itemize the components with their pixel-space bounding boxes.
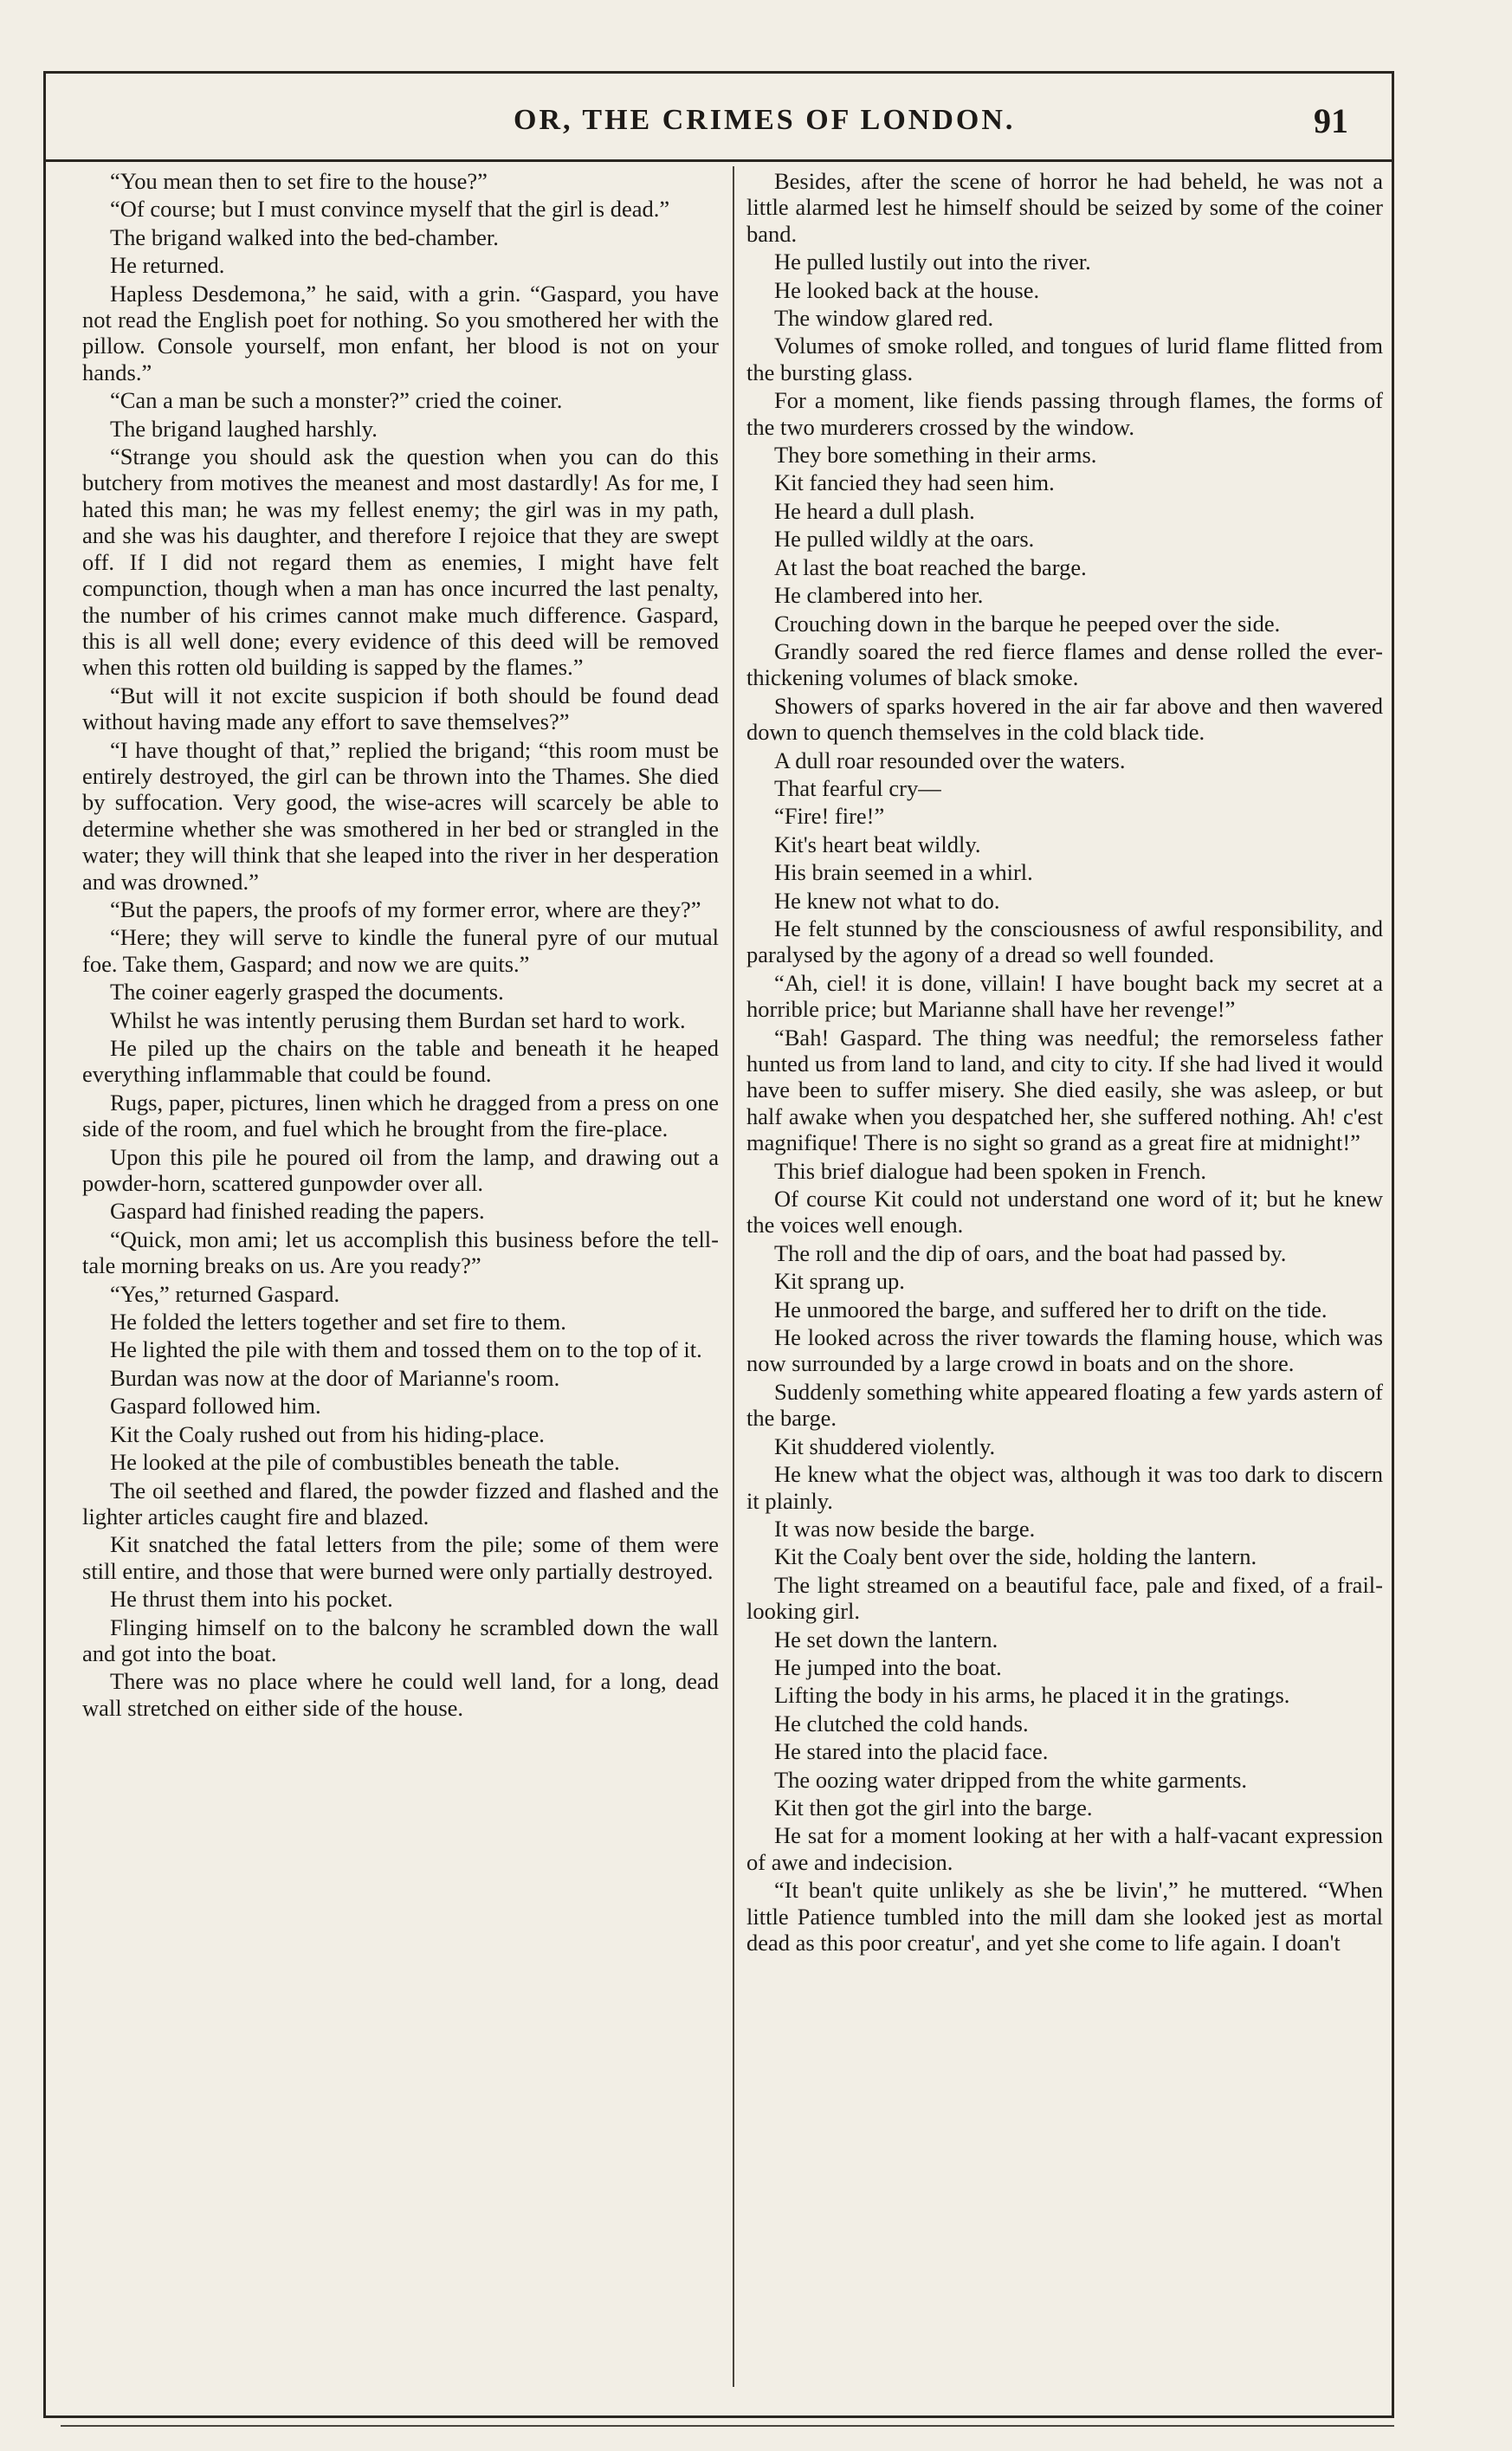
paragraph: He jumped into the boat.: [774, 1653, 1002, 1680]
paragraph: “It bean't quite unlikely as she be livin',” he muttered. “When little Patience tumbled into the mill dam she looked jest as mortal dead as this poor creatur', and yet she come to life again. I doan't: [746, 1877, 1383, 1956]
paragraph: “Of course; but I must convince myself that the girl is dead.”: [110, 196, 670, 223]
paragraph: He returned.: [110, 252, 225, 279]
paragraph: The coiner eagerly grasped the documents.: [110, 979, 504, 1006]
paragraph: “Strange you should ask the question when you can do this butchery from motives the meanest and most dastardly! As for me, I hated this man; he was my fellest enemy; the girl was in my path, and she was his daughter, and therefore I rejoice that they are swept off. If I did not regard them as enemies, I might have felt compunction, though when a man has once incurred the last penalty, the number of his crimes cannot make much difference. Gaspard, this is all well done; every evidence of this deed will be removed when this rotten old building is sapped by the flames.”: [82, 443, 719, 681]
left-column: [82, 168, 719, 2385]
paragraph: Gaspard followed him.: [110, 1393, 321, 1420]
paragraph: Hapless Desdemona,” he said, with a grin. “Gaspard, you have not read the English poet for nothing. So you smothered her with the pillow. Console yourself, mon enfant, her blood is not on your hands.”: [82, 280, 719, 385]
paragraph: Flinging himself on to the balcony he scrambled down the wall and got into the boat.: [82, 1614, 719, 1666]
paragraph: Besides, after the scene of horror he had beheld, he was not a little alarmed lest he himself should be seized by some of the coiner band.: [746, 168, 1383, 247]
paragraph: He looked back at the house.: [774, 276, 1040, 303]
paragraph: Rugs, paper, pictures, linen which he dragged from a press on one side of the room, and fuel which he brought from the fire-place.: [82, 1089, 719, 1142]
paragraph: Kit the Coaly rushed out from his hiding-place.: [110, 1420, 545, 1447]
paragraph: He pulled lustily out into the river.: [774, 249, 1091, 275]
paragraph: He set down the lantern.: [774, 1626, 998, 1652]
paragraph: “You mean then to set fire to the house?”: [110, 168, 488, 194]
paragraph: That fearful cry—: [774, 774, 941, 801]
paragraph: “But the papers, the proofs of my former error, where are they?”: [110, 896, 701, 922]
paragraph: “Can a man be such a monster?” cried the coiner.: [110, 387, 563, 414]
paragraph: Kit snatched the fatal letters from the pile; some of them were still entire, and those that were burned were only partially destroyed.: [82, 1531, 719, 1584]
paragraph: Of course Kit could not understand one word of it; but he knew the voices well enough.: [746, 1186, 1383, 1238]
paragraph: Kit then got the girl into the barge.: [774, 1794, 1093, 1820]
paragraph: Gaspard had finished reading the papers.: [110, 1198, 485, 1225]
paragraph: He stared into the placid face.: [774, 1738, 1049, 1765]
paragraph: He piled up the chairs on the table and beneath it he heaped everything inflammable that could be found.: [82, 1035, 719, 1088]
right-column: [746, 168, 1383, 2385]
paragraph: His brain seemed in a whirl.: [774, 859, 1033, 886]
running-head: OR, THE CRIMES OF LONDON.: [514, 104, 1016, 136]
paragraph: The brigand walked into the bed-chamber.: [110, 223, 499, 250]
paragraph: Suddenly something white appeared floating a few yards astern of the barge.: [746, 1378, 1383, 1432]
paragraph: “Fire! fire!”: [774, 803, 885, 830]
paragraph: Crouching down in the barque he peeped over the side.: [774, 610, 1281, 637]
paragraph: He unmoored the barge, and suffered her to drift on the tide.: [774, 1296, 1328, 1323]
paragraph: Kit sprang up.: [774, 1268, 905, 1295]
paragraph: The oozing water dripped from the white garments.: [774, 1766, 1248, 1793]
paragraph: This brief dialogue had been spoken in French.: [774, 1157, 1206, 1184]
paragraph: “I have thought of that,” replied the brigand; “this room must be entirely destroyed, the girl can be thrown into the Thames. She died by suffocation. Very good, the wise-acres will scarcely be able to determine whether she was smothered in her bed or strangled in the water; they will think that she leaped into the river in her desperation and was drowned.”: [82, 736, 719, 895]
paragraph: Volumes of smoke rolled, and tongues of lurid flame flitted from the bursting glass.: [746, 333, 1383, 385]
header-rule: [46, 159, 1392, 162]
paragraph: He heard a dull plash.: [774, 497, 975, 524]
paragraph: “Yes,” returned Gaspard.: [110, 1280, 340, 1307]
paragraph: “Bah! Gaspard. The thing was needful; the remorseless father hunted us from land to land, and city to city. If she had lived it would have been to suffer misery. She died easily, she was asleep, or but half awake when you despatched her, she suffered nothing. Ah! c'est magnifique! There is no sight so grand as a great fire at midnight!”: [746, 1024, 1383, 1156]
paragraph: He folded the letters together and set fire to them.: [110, 1309, 566, 1335]
paragraph: “Here; they will serve to kindle the funeral pyre of our mutual foe. Take them, Gaspard; and now we are quits.”: [82, 924, 719, 977]
paragraph: The roll and the dip of oars, and the boat had passed by.: [774, 1239, 1287, 1266]
paragraph: The light streamed on a beautiful face, pale and fixed, of a frail-looking girl.: [746, 1571, 1383, 1625]
paragraph: He knew not what to do.: [774, 887, 1000, 914]
paragraph: “Ah, ciel! it is done, villain! I have bought back my secret at a horrible price; but Marianne shall have her revenge!”: [746, 969, 1383, 1023]
paragraph: He clutched the cold hands.: [774, 1710, 1029, 1736]
paragraph: There was no place where he could well land, for a long, dead wall stretched on either side of the house.: [82, 1668, 719, 1721]
paragraph: He lighted the pile with them and tossed them on to the top of it.: [110, 1336, 702, 1363]
paragraph: The oil seethed and flared, the powder fizzed and flashed and the lighter articles caught fire and blazed.: [82, 1477, 719, 1529]
paragraph: “Quick, mon ami; let us accomplish this business before the tell-tale morning breaks on us. Are you ready?”: [82, 1226, 719, 1279]
paragraph: He looked at the pile of combustibles beneath the table.: [110, 1449, 620, 1476]
paragraph: Whilst he was intently perusing them Burdan set hard to work.: [110, 1006, 686, 1033]
paragraph: Kit the Coaly bent over the side, holding the lantern.: [774, 1543, 1257, 1570]
bottom-rule: [61, 2425, 1394, 2427]
paragraph: He pulled wildly at the oars.: [774, 526, 1035, 553]
paragraph: Kit fancied they had seen him.: [774, 469, 1055, 496]
column-divider: [733, 166, 734, 2387]
paragraph: They bore something in their arms.: [774, 442, 1097, 469]
paragraph: He clambered into her.: [774, 582, 984, 609]
paragraph: Upon this pile he poured oil from the lamp, and drawing out a powder-horn, scattered gunpowder over all.: [82, 1143, 719, 1197]
paragraph: Kit shuddered violently.: [774, 1432, 996, 1459]
paragraph: Burdan was now at the door of Marianne's room.: [110, 1364, 560, 1391]
paragraph: Showers of sparks hovered in the air far above and then wavered down to quench themselves in the cold black tide.: [746, 692, 1383, 746]
paragraph: He felt stunned by the consciousness of awful responsibility, and paralysed by the agony of a dread so well founded.: [746, 915, 1383, 968]
page-header: [46, 87, 1392, 147]
paragraph: Lifting the body in his arms, he placed it in the gratings.: [774, 1682, 1290, 1709]
page-number: 91: [1314, 101, 1348, 140]
paragraph: He looked across the river towards the flaming house, which was now surrounded by a large crowd in boats and on the shore.: [746, 1324, 1383, 1377]
paragraph: At last the boat reached the barge.: [774, 553, 1087, 580]
paragraph: Kit's heart beat wildly.: [774, 831, 981, 857]
paragraph: Grandly soared the red fierce flames and dense rolled the ever-thickening volumes of black smoke.: [746, 637, 1383, 691]
paragraph: “But will it not excite suspicion if both should be found dead without having made any effort to save themselves?”: [82, 682, 719, 735]
paragraph: He sat for a moment looking at her with a half-vacant expression of awe and indecision.: [746, 1822, 1383, 1875]
paragraph: The brigand laughed harshly.: [110, 415, 378, 442]
paragraph: For a moment, like fiends passing through flames, the forms of the two murderers crossed by the window.: [746, 387, 1383, 440]
paragraph: A dull roar resounded over the waters.: [774, 747, 1126, 773]
paragraph: He thrust them into his pocket.: [110, 1586, 393, 1613]
paragraph: The window glared red.: [774, 305, 994, 332]
paragraph: It was now beside the barge.: [774, 1515, 1036, 1542]
paragraph: He knew what the object was, although it was too dark to discern it plainly.: [746, 1461, 1383, 1514]
